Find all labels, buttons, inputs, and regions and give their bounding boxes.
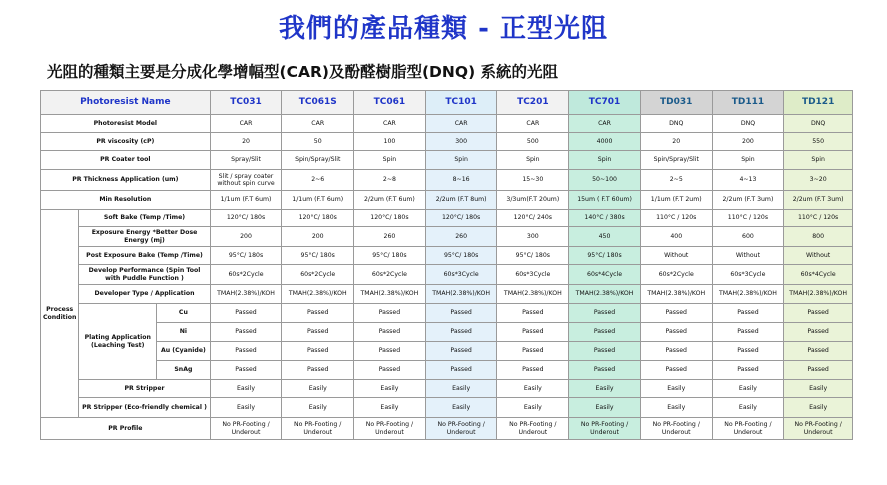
row-label: PR Stripper (Eco-friendly chemical ) xyxy=(79,398,210,418)
value-cell: Easily xyxy=(712,380,784,398)
photoresist-table xyxy=(40,90,853,440)
value-cell: TMAH(2.38%)/KOH xyxy=(569,285,641,304)
value-cell: 110°C / 120s xyxy=(640,210,712,227)
value-cell: 15um ( F.T 60um) xyxy=(569,191,641,210)
value-cell: TMAH(2.38%)/KOH xyxy=(210,285,282,304)
value-cell: 60s*2Cycle xyxy=(282,265,354,285)
value-cell: Passed xyxy=(425,361,497,380)
value-cell: CAR xyxy=(354,115,426,133)
value-cell: Passed xyxy=(784,342,853,361)
value-cell: Passed xyxy=(712,323,784,342)
value-cell: CAR xyxy=(497,115,569,133)
value-cell: Easily xyxy=(354,398,426,418)
row-label: SnAg xyxy=(157,361,211,380)
value-cell: 500 xyxy=(497,133,569,151)
table-row xyxy=(41,342,853,361)
value-cell: 260 xyxy=(354,227,426,247)
row-label: Photoresist Model xyxy=(41,115,211,133)
row-label: Soft Bake (Temp /Time) xyxy=(79,210,210,227)
value-cell: No PR-Footing / Underout xyxy=(640,418,712,440)
row-label: Cu xyxy=(157,304,211,323)
value-cell: Passed xyxy=(282,304,354,323)
value-cell: No PR-Footing / Underout xyxy=(210,418,282,440)
page-subtitle: 光阻的種類主要是分成化學增幅型(CAR)及酚醛樹脂型(DNQ) 系統的光阻 xyxy=(47,63,559,81)
row-label: PR Thickness Application (um) xyxy=(41,170,211,191)
value-cell: TMAH(2.38%)/KOH xyxy=(282,285,354,304)
value-cell: 60s*2Cycle xyxy=(210,265,282,285)
value-cell: 300 xyxy=(425,133,497,151)
value-cell: Passed xyxy=(210,361,282,380)
value-cell: Easily xyxy=(569,380,641,398)
value-cell: Passed xyxy=(354,342,426,361)
row-label: Min Resolution xyxy=(41,191,211,210)
value-cell: 60s*3Cycle xyxy=(497,265,569,285)
value-cell: Passed xyxy=(712,304,784,323)
value-cell: Passed xyxy=(210,323,282,342)
value-cell: Easily xyxy=(354,380,426,398)
value-cell: 300 xyxy=(497,227,569,247)
value-cell: Easily xyxy=(569,398,641,418)
value-cell: TMAH(2.38%)/KOH xyxy=(497,285,569,304)
value-cell: Passed xyxy=(282,342,354,361)
value-cell: 4000 xyxy=(569,133,641,151)
table-row xyxy=(41,115,853,133)
table-row xyxy=(41,398,853,418)
value-cell: CAR xyxy=(282,115,354,133)
value-cell: No PR-Footing / Underout xyxy=(425,418,497,440)
process-condition-label: Process Condition xyxy=(41,210,79,418)
product-header: TC061S xyxy=(282,91,354,115)
value-cell: Without xyxy=(640,247,712,265)
value-cell: Passed xyxy=(640,323,712,342)
value-cell: Passed xyxy=(712,361,784,380)
value-cell: DNQ xyxy=(784,115,853,133)
value-cell: 450 xyxy=(569,227,641,247)
value-cell: TMAH(2.38%)/KOH xyxy=(640,285,712,304)
table-row xyxy=(41,191,853,210)
value-cell: 95°C/ 180s xyxy=(210,247,282,265)
value-cell: Easily xyxy=(784,380,853,398)
value-cell: 260 xyxy=(425,227,497,247)
value-cell: 2~8 xyxy=(354,170,426,191)
value-cell: 60s*3Cycle xyxy=(712,265,784,285)
value-cell: Spin/Spray/Slit xyxy=(282,151,354,170)
value-cell: Passed xyxy=(569,304,641,323)
row-label: PR Coater tool xyxy=(41,151,211,170)
value-cell: 120°C/ 180s xyxy=(282,210,354,227)
value-cell: Passed xyxy=(784,304,853,323)
table-row xyxy=(41,227,853,247)
value-cell: CAR xyxy=(210,115,282,133)
value-cell: No PR-Footing / Underout xyxy=(569,418,641,440)
table-row xyxy=(41,133,853,151)
value-cell: 120°C/ 180s xyxy=(425,210,497,227)
product-header: TC201 xyxy=(497,91,569,115)
product-header: TC061 xyxy=(354,91,426,115)
value-cell: 20 xyxy=(640,133,712,151)
value-cell: 110°C / 120s xyxy=(784,210,853,227)
value-cell: No PR-Footing / Underout xyxy=(784,418,853,440)
value-cell: 400 xyxy=(640,227,712,247)
value-cell: 20 xyxy=(210,133,282,151)
value-cell: TMAH(2.38%)/KOH xyxy=(784,285,853,304)
value-cell: 95°C/ 180s xyxy=(354,247,426,265)
value-cell: 60s*2Cycle xyxy=(640,265,712,285)
value-cell: Passed xyxy=(784,361,853,380)
value-cell: 2~6 xyxy=(282,170,354,191)
row-label: Post Exposure Bake (Temp /Time) xyxy=(79,247,210,265)
table-row xyxy=(41,304,853,323)
value-cell: 3~20 xyxy=(784,170,853,191)
header-row xyxy=(41,91,853,115)
value-cell: Easily xyxy=(210,380,282,398)
value-cell: 1/1um (F.T 6um) xyxy=(210,191,282,210)
row-label: Ni xyxy=(157,323,211,342)
row-label: Develop Performance (Spin Tool with Puddle Function ) xyxy=(79,265,210,285)
value-cell: Easily xyxy=(210,398,282,418)
value-cell: 50 xyxy=(282,133,354,151)
product-header: TD111 xyxy=(712,91,784,115)
product-header: TC031 xyxy=(210,91,282,115)
value-cell: Spin/Spray/Slit xyxy=(640,151,712,170)
table-row xyxy=(41,265,853,285)
value-cell: Passed xyxy=(497,342,569,361)
value-cell: Passed xyxy=(784,323,853,342)
value-cell: No PR-Footing / Underout xyxy=(354,418,426,440)
product-header: TC701 xyxy=(569,91,641,115)
table-row xyxy=(41,285,853,304)
value-cell: Spin xyxy=(425,151,497,170)
value-cell: Passed xyxy=(425,304,497,323)
table-row xyxy=(41,418,853,440)
value-cell: Passed xyxy=(425,342,497,361)
table-row xyxy=(41,151,853,170)
value-cell: 200 xyxy=(712,133,784,151)
table-row xyxy=(41,361,853,380)
value-cell: Passed xyxy=(640,361,712,380)
value-cell: Spray/Slit xyxy=(210,151,282,170)
table-row xyxy=(41,170,853,191)
value-cell: Passed xyxy=(425,323,497,342)
value-cell: 60s*4Cycle xyxy=(784,265,853,285)
value-cell: Passed xyxy=(497,361,569,380)
value-cell: Easily xyxy=(784,398,853,418)
value-cell: Easily xyxy=(425,398,497,418)
value-cell: 8~16 xyxy=(425,170,497,191)
value-cell: 3/3um(F.T 20um) xyxy=(497,191,569,210)
value-cell: TMAH(2.38%)/KOH xyxy=(354,285,426,304)
row-label: PR viscosity (cP) xyxy=(41,133,211,151)
row-label: Au (Cyanide) xyxy=(157,342,211,361)
value-cell: Passed xyxy=(354,323,426,342)
value-cell: 95°C/ 180s xyxy=(425,247,497,265)
row-label: PR Profile xyxy=(41,418,211,440)
value-cell: Without xyxy=(712,247,784,265)
value-cell: Easily xyxy=(282,398,354,418)
row-label: Developer Type / Application xyxy=(79,285,210,304)
value-cell: 800 xyxy=(784,227,853,247)
value-cell: Spin xyxy=(354,151,426,170)
value-cell: Passed xyxy=(354,361,426,380)
value-cell: Easily xyxy=(497,380,569,398)
value-cell: Passed xyxy=(712,342,784,361)
value-cell: Passed xyxy=(569,342,641,361)
value-cell: 4~13 xyxy=(712,170,784,191)
value-cell: Easily xyxy=(282,380,354,398)
table-row xyxy=(41,323,853,342)
value-cell: Passed xyxy=(497,323,569,342)
value-cell: Passed xyxy=(569,361,641,380)
row-label: Exposure Energy *Better Dose Energy (mj) xyxy=(79,227,210,247)
product-header: TC101 xyxy=(425,91,497,115)
table-row xyxy=(41,380,853,398)
value-cell: 2/2um (F.T 3um) xyxy=(784,191,853,210)
value-cell: Passed xyxy=(282,323,354,342)
value-cell: No PR-Footing / Underout xyxy=(497,418,569,440)
value-cell: Passed xyxy=(210,342,282,361)
value-cell: No PR-Footing / Underout xyxy=(712,418,784,440)
value-cell: TMAH(2.38%)/KOH xyxy=(712,285,784,304)
value-cell: Passed xyxy=(569,323,641,342)
value-cell: 50~100 xyxy=(569,170,641,191)
value-cell: 600 xyxy=(712,227,784,247)
value-cell: Passed xyxy=(210,304,282,323)
value-cell: Passed xyxy=(497,304,569,323)
product-header: TD031 xyxy=(640,91,712,115)
value-cell: Easily xyxy=(497,398,569,418)
value-cell: Without xyxy=(784,247,853,265)
value-cell: Spin xyxy=(497,151,569,170)
value-cell: 2/2um (F.T 8um) xyxy=(425,191,497,210)
value-cell: 140°C / 380s xyxy=(569,210,641,227)
value-cell: No PR-Footing / Underout xyxy=(282,418,354,440)
value-cell: 1/1um (F.T 2um) xyxy=(640,191,712,210)
value-cell: 200 xyxy=(282,227,354,247)
value-cell: DNQ xyxy=(712,115,784,133)
value-cell: Easily xyxy=(640,380,712,398)
value-cell: Spin xyxy=(712,151,784,170)
value-cell: 200 xyxy=(210,227,282,247)
value-cell: 110°C / 120s xyxy=(712,210,784,227)
value-cell: 95°C/ 180s xyxy=(497,247,569,265)
value-cell: 60s*4Cycle xyxy=(569,265,641,285)
value-cell: Easily xyxy=(425,380,497,398)
value-cell: 550 xyxy=(784,133,853,151)
value-cell: Spin xyxy=(784,151,853,170)
value-cell: CAR xyxy=(425,115,497,133)
plating-group-label: Plating Application (Leaching Test) xyxy=(79,304,157,380)
value-cell: 95°C/ 180s xyxy=(569,247,641,265)
value-cell: Easily xyxy=(712,398,784,418)
table-row xyxy=(41,210,853,227)
value-cell: 2/2um (F.T 3um) xyxy=(712,191,784,210)
page-title: 我們的產品種類 - 正型光阻 xyxy=(279,14,608,44)
value-cell: 15~30 xyxy=(497,170,569,191)
value-cell: 2/2um (F.T 6um) xyxy=(354,191,426,210)
header-label: Photoresist Name xyxy=(41,91,211,115)
value-cell: CAR xyxy=(569,115,641,133)
value-cell: 60s*3Cycle xyxy=(425,265,497,285)
value-cell: 2~5 xyxy=(640,170,712,191)
value-cell: 1/1um (F.T 6um) xyxy=(282,191,354,210)
value-cell: DNQ xyxy=(640,115,712,133)
value-cell: Passed xyxy=(354,304,426,323)
value-cell: TMAH(2.38%)/KOH xyxy=(425,285,497,304)
value-cell: Slit / spray coater without spin curve xyxy=(210,170,282,191)
value-cell: 120°C/ 180s xyxy=(354,210,426,227)
value-cell: Passed xyxy=(640,342,712,361)
value-cell: Passed xyxy=(640,304,712,323)
value-cell: 95°C/ 180s xyxy=(282,247,354,265)
product-header: TD121 xyxy=(784,91,853,115)
row-label: PR Stripper xyxy=(79,380,210,398)
value-cell: Spin xyxy=(569,151,641,170)
value-cell: 120°C/ 240s xyxy=(497,210,569,227)
value-cell: Passed xyxy=(282,361,354,380)
value-cell: 60s*2Cycle xyxy=(354,265,426,285)
value-cell: 120°C/ 180s xyxy=(210,210,282,227)
table-row xyxy=(41,247,853,265)
value-cell: 100 xyxy=(354,133,426,151)
value-cell: Easily xyxy=(640,398,712,418)
